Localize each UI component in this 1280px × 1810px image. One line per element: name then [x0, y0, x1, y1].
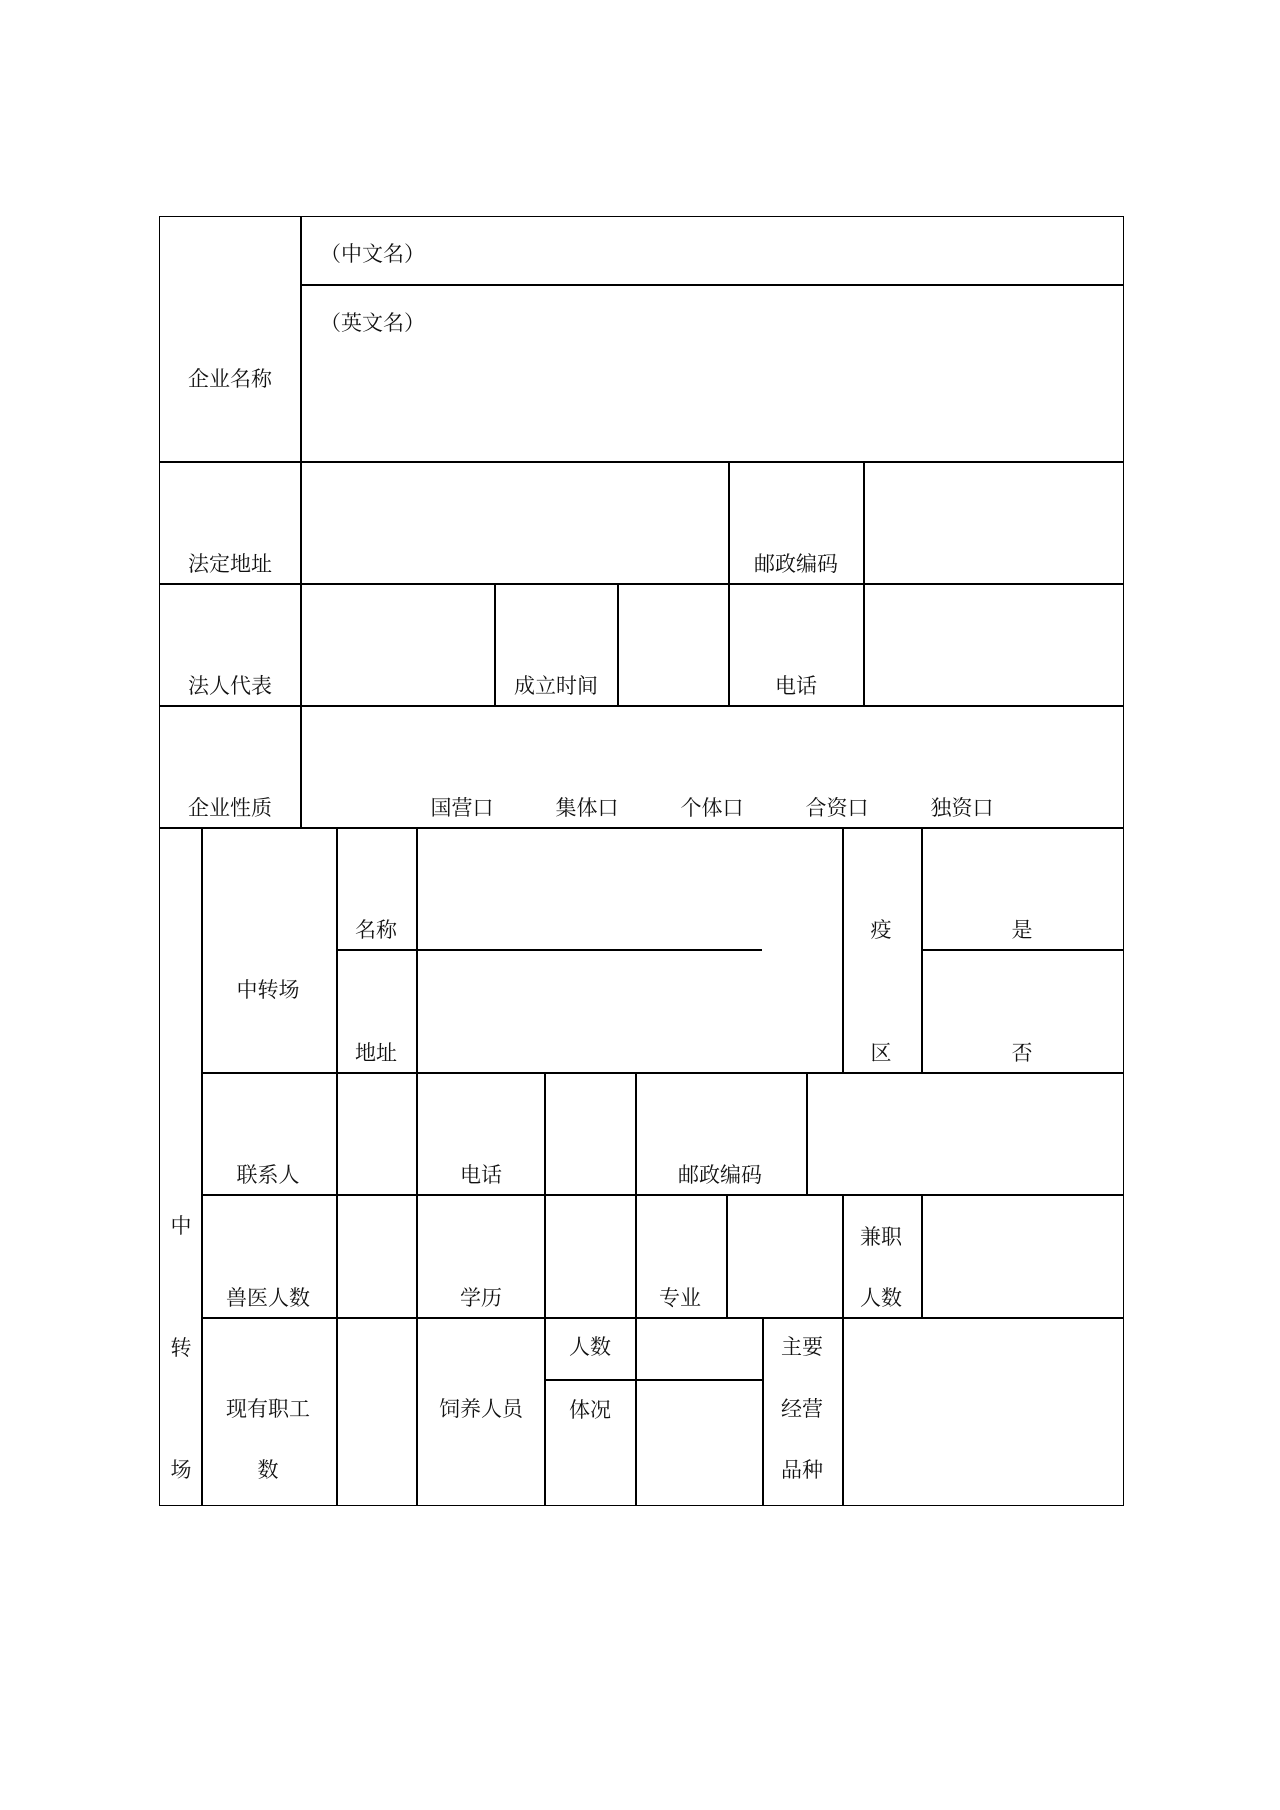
transfer-side-label-1: 中 — [170, 1214, 192, 1238]
parttime-count-label-2: 人数 — [860, 1286, 902, 1310]
row-divider — [201, 1194, 1123, 1196]
transfer-station-label: 中转场 — [236, 978, 300, 1002]
founded-date-label: 成立时间 — [514, 674, 598, 698]
transfer-side-label-2: 转 — [170, 1336, 192, 1360]
epidemic-zone-label-2: 区 — [870, 1041, 892, 1065]
epidemic-no-option[interactable]: 否 — [1011, 1041, 1033, 1065]
main-species-label-1: 主要 — [781, 1335, 823, 1359]
feeder-headcount-label: 人数 — [569, 1335, 611, 1359]
row-divider — [336, 949, 762, 951]
row-divider — [921, 949, 1123, 951]
col-divider — [416, 827, 418, 1505]
col-divider — [762, 1317, 764, 1505]
legal-address-label: 法定地址 — [188, 552, 272, 576]
col-divider — [863, 461, 865, 705]
row-divider — [160, 705, 1123, 707]
col-divider — [921, 1194, 923, 1317]
legal-representative-label: 法人代表 — [188, 674, 272, 698]
feeder-staff-label: 饲养人员 — [439, 1397, 523, 1421]
english-name-hint: （英文名） — [320, 311, 425, 335]
col-divider — [921, 827, 923, 1072]
enterprise-nature-label: 企业性质 — [188, 796, 272, 820]
col-divider — [842, 1317, 844, 1505]
vet-count-label: 兽医人数 — [226, 1286, 310, 1310]
row-divider — [201, 1072, 1123, 1074]
col-divider — [617, 583, 619, 705]
staff-count-label-2: 数 — [257, 1458, 279, 1482]
nature-option-sole-proprietor[interactable]: 独资口 — [930, 796, 994, 820]
company-name-label: 企业名称 — [188, 367, 272, 391]
col-divider — [728, 461, 730, 705]
row-divider — [201, 1317, 1123, 1319]
col-divider — [201, 827, 203, 1505]
nature-option-individual[interactable]: 个体口 — [680, 796, 744, 820]
feeder-health-label: 体况 — [569, 1398, 611, 1422]
row-divider — [160, 827, 1123, 829]
epidemic-zone-label-1: 疫 — [870, 918, 892, 942]
transfer-side-label-3: 场 — [170, 1458, 192, 1482]
col-divider — [300, 217, 302, 827]
contact-person-label: 联系人 — [236, 1163, 300, 1187]
education-label: 学历 — [460, 1286, 502, 1310]
nature-option-state[interactable]: 国营口 — [430, 796, 494, 820]
registration-form-table — [159, 216, 1124, 1506]
col-divider — [635, 1072, 637, 1505]
contact-phone-label: 电话 — [460, 1163, 502, 1187]
main-species-label-2: 经营 — [781, 1397, 823, 1421]
main-species-label-3: 品种 — [781, 1458, 823, 1482]
station-address-label: 地址 — [355, 1041, 397, 1065]
col-divider — [494, 583, 496, 705]
epidemic-yes-option[interactable]: 是 — [1011, 918, 1033, 942]
col-divider — [806, 1072, 808, 1194]
col-divider — [336, 827, 338, 1505]
nature-option-joint-venture[interactable]: 合资口 — [805, 796, 869, 820]
major-label: 专业 — [659, 1286, 701, 1310]
row-divider — [160, 461, 1123, 463]
staff-count-label-1: 现有职工 — [226, 1397, 310, 1421]
col-divider — [544, 1072, 546, 1505]
nature-option-collective[interactable]: 集体口 — [555, 796, 619, 820]
row-divider — [160, 583, 1123, 585]
row-divider — [300, 284, 1123, 286]
parttime-count-label-1: 兼职 — [860, 1225, 902, 1249]
row-divider — [544, 1379, 762, 1381]
col-divider — [842, 1194, 844, 1317]
col-divider — [726, 1194, 728, 1317]
station-name-label: 名称 — [355, 918, 397, 942]
col-divider — [842, 827, 844, 1072]
contact-postcode-label: 邮政编码 — [678, 1163, 762, 1187]
chinese-name-hint: （中文名） — [320, 242, 425, 266]
legal-phone-label: 电话 — [775, 674, 817, 698]
address-postcode-label: 邮政编码 — [754, 552, 838, 576]
